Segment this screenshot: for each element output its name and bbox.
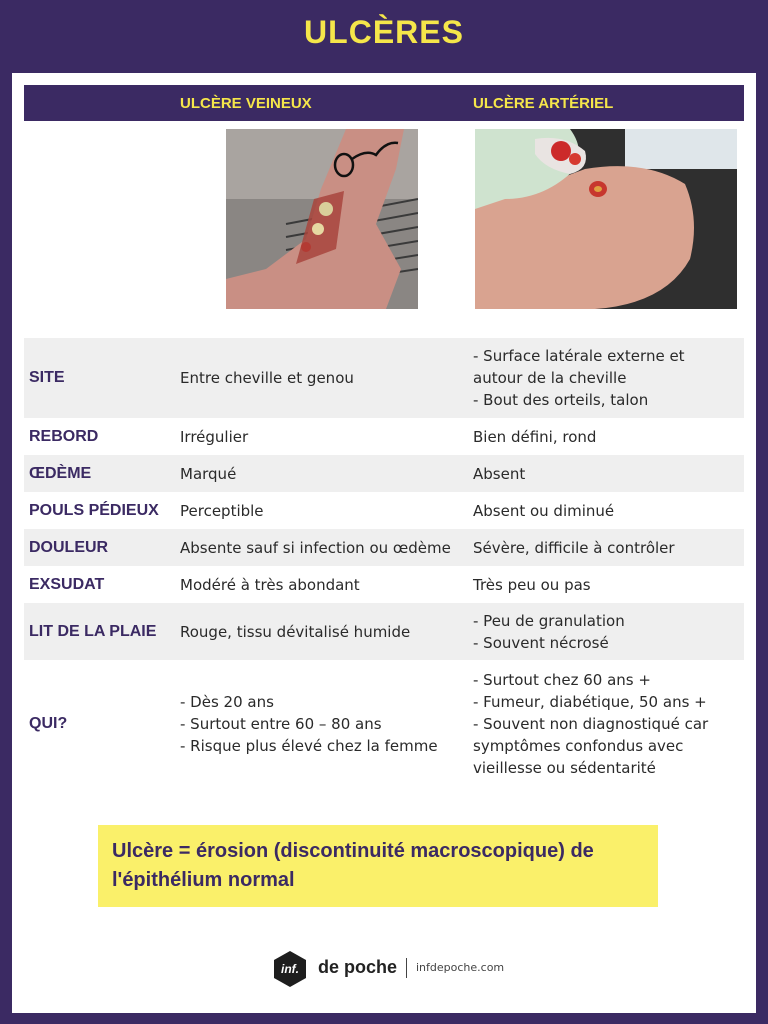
arterial-cell-line: - Peu de granulation bbox=[473, 611, 625, 630]
arterial-cell-line: - Surface latérale externe et bbox=[473, 347, 685, 365]
venous-ulcer-photo bbox=[226, 129, 418, 309]
table-row bbox=[24, 492, 744, 529]
venous-cell-line: Entre cheville et genou bbox=[180, 369, 354, 387]
footer-url[interactable]: infdepoche.com bbox=[416, 961, 505, 974]
venous-cell bbox=[175, 338, 468, 418]
venous-cell-line: Perceptible bbox=[180, 501, 264, 520]
arterial-cell-line: Bien défini, rond bbox=[473, 427, 597, 446]
content-panel bbox=[12, 73, 756, 1013]
callout-line-1: Ulcère = érosion (discontinuité macroscopique) de bbox=[112, 840, 594, 862]
venous-cell bbox=[175, 492, 468, 529]
arterial-cell-line: autour de la cheville bbox=[473, 369, 627, 387]
definition-callout bbox=[98, 825, 658, 907]
arterial-cell-line: Absent bbox=[473, 464, 526, 483]
arterial-cell-line: - Souvent non diagnostiqué car bbox=[473, 715, 709, 733]
table-row bbox=[24, 603, 744, 660]
row-label: REBORD bbox=[29, 427, 99, 445]
logo-badge-icon bbox=[270, 949, 310, 989]
logo-badge-text: inf. bbox=[281, 962, 299, 976]
table-row bbox=[24, 529, 744, 566]
venous-cell bbox=[175, 529, 468, 566]
callout-line-2: l'épithélium normal bbox=[112, 869, 295, 891]
row-label: ŒDÈME bbox=[24, 455, 175, 492]
arterial-cell-line: - Surtout chez 60 ans + bbox=[473, 671, 651, 689]
venous-cell-line: Modéré à très abondant bbox=[180, 575, 360, 594]
arterial-cell-line: - Souvent nécrosé bbox=[473, 633, 609, 652]
venous-cell bbox=[175, 418, 468, 455]
table-row bbox=[24, 418, 744, 455]
logo-brand: de poche bbox=[318, 957, 398, 977]
arterial-cell bbox=[468, 455, 744, 492]
row-label: DOULEUR bbox=[24, 529, 175, 566]
logo-divider bbox=[406, 958, 407, 978]
arterial-ulcer-photo bbox=[475, 129, 737, 309]
page-title: ULCÈRES bbox=[304, 14, 464, 50]
table-row bbox=[24, 338, 744, 418]
venous-cell bbox=[175, 566, 468, 603]
venous-cell-line: Irrégulier bbox=[180, 427, 249, 446]
table-row bbox=[24, 660, 744, 788]
column-header-venous: ULCÈRE VEINEUX bbox=[180, 95, 312, 112]
table-row bbox=[24, 566, 744, 603]
venous-cell-line: Rouge, tissu dévitalisé humide bbox=[180, 622, 411, 641]
arterial-cell-line: symptômes confondus avec bbox=[473, 737, 684, 755]
arterial-cell-line: Très peu ou pas bbox=[473, 575, 591, 594]
venous-cell bbox=[175, 603, 468, 660]
venous-cell-line: Marqué bbox=[180, 464, 237, 483]
venous-cell-line: - Dès 20 ans bbox=[180, 693, 274, 711]
arterial-cell-line: - Bout des orteils, talon bbox=[473, 391, 649, 409]
arterial-cell-line: - Fumeur, diabétique, 50 ans + bbox=[473, 693, 707, 711]
arterial-cell bbox=[468, 418, 744, 455]
footer-logo bbox=[270, 949, 530, 989]
row-label: SITE bbox=[24, 338, 175, 418]
column-header-bar bbox=[24, 85, 744, 121]
venous-cell-line: - Risque plus élevé chez la femme bbox=[180, 737, 438, 755]
venous-cell-line: Absente sauf si infection ou œdème bbox=[180, 538, 451, 557]
arterial-cell bbox=[468, 566, 744, 603]
arterial-cell-line: Sévère, difficile à contrôler bbox=[473, 538, 675, 557]
arterial-cell-line: vieillesse ou sédentarité bbox=[473, 759, 656, 777]
row-label: POULS PÉDIEUX bbox=[29, 501, 159, 519]
column-header-arterial: ULCÈRE ARTÉRIEL bbox=[473, 95, 614, 112]
row-label: LIT DE LA PLAIE bbox=[24, 603, 175, 660]
arterial-cell-line: Absent ou diminué bbox=[473, 501, 615, 520]
arterial-cell bbox=[468, 660, 744, 788]
venous-cell-line: - Surtout entre 60 – 80 ans bbox=[180, 715, 382, 733]
row-label: EXSUDAT bbox=[29, 575, 105, 593]
table-row bbox=[24, 455, 744, 492]
venous-cell bbox=[175, 660, 468, 788]
venous-cell bbox=[175, 455, 468, 492]
comparison-table bbox=[24, 338, 744, 788]
arterial-cell bbox=[468, 492, 744, 529]
row-label: QUI? bbox=[29, 715, 68, 732]
arterial-cell bbox=[468, 603, 744, 660]
arterial-cell bbox=[468, 529, 744, 566]
arterial-cell bbox=[468, 338, 744, 418]
